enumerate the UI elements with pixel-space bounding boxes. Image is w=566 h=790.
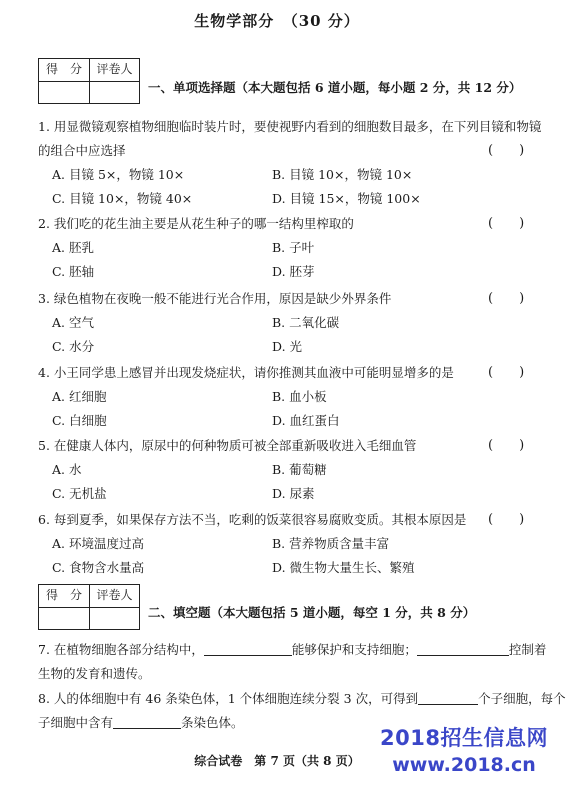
watermark-title: 2018招生信息网 <box>380 726 548 750</box>
question-2-option-a: A. 胚乳 <box>52 240 94 255</box>
question-1-option-c: C. 目镜 10×，物镜 40× <box>52 191 193 206</box>
question-6-option-c: C. 食物含水量高 <box>52 560 145 575</box>
answer-blank[interactable] <box>418 690 478 705</box>
section1-heading: 一、单项选择题（本大题包括 6 道小题，每小题 2 分，共 12 分） <box>148 80 522 95</box>
question-3-option-c: C. 水分 <box>52 339 95 354</box>
page-footer: 综合试卷 第 7 页（共 8 页） <box>194 754 360 768</box>
score-box-section1 <box>38 58 140 104</box>
question-1-option-a: A. 目镜 5×，物镜 10× <box>52 167 185 182</box>
question-5-option-d: D. 尿素 <box>272 486 315 501</box>
question-6-option-b: B. 营养物质含量丰富 <box>272 536 390 551</box>
question-4-stem: 4. 小王同学患上感冒并出现发烧症状，请你推测其血液中可能明显增多的是 <box>38 365 454 380</box>
question-1-stem-cont: 的组合中应选择 <box>38 143 126 158</box>
question-5-option-a: A. 水 <box>52 462 82 477</box>
question-5-stem: 5. 在健康人体内，原尿中的何种物质可被全部重新吸收进入毛细血管 <box>38 438 417 453</box>
answer-paren-5: ( ) <box>488 438 525 453</box>
answer-paren-6: ( ) <box>488 512 525 527</box>
question-8-line1 <box>38 690 566 708</box>
question-1-option-d: D. 目镜 15×，物镜 100× <box>272 191 421 206</box>
score-label: 得 分 <box>45 588 82 602</box>
question-3-option-b: B. 二氧化碳 <box>272 315 340 330</box>
answer-paren-1: ( ) <box>488 143 525 158</box>
question-8-text-a: 8. 人的体细胞中有 46 条染色体，1 个体细胞连续分裂 3 次，可得到 <box>38 691 419 706</box>
question-6-stem: 6. 每到夏季，如果保存方法不当，吃剩的饭菜很容易腐败变质。其根本原因是 <box>38 512 467 527</box>
question-2-stem: 2. 我们吃的花生油主要是从花生种子的哪一结构里榨取的 <box>38 216 354 231</box>
answer-blank[interactable] <box>204 641 292 656</box>
question-8-text-b: 个子细胞，每个 <box>478 691 566 706</box>
question-4-option-c: C. 白细胞 <box>52 413 107 428</box>
question-7-text-b: 能够保护和支持细胞； <box>291 642 417 657</box>
answer-paren-4: ( ) <box>488 365 525 380</box>
answer-blank[interactable] <box>417 641 509 656</box>
question-8-text-c: 子细胞中含有 <box>38 715 114 730</box>
score-box-section2 <box>38 584 140 630</box>
answer-blank[interactable] <box>113 714 181 729</box>
question-8-text-d: 条染色体。 <box>181 715 244 730</box>
question-3-stem: 3. 绿色植物在夜晚一般不能进行光合作用，原因是缺少外界条件 <box>38 291 392 306</box>
question-6-option-d: D. 微生物大量生长、繁殖 <box>272 560 415 575</box>
question-4-option-b: B. 血小板 <box>272 389 327 404</box>
question-7-text-a: 7. 在植物细胞各部分结构中， <box>38 642 204 657</box>
score-cell <box>39 82 89 104</box>
question-4-option-d: D. 血红蛋白 <box>272 413 340 428</box>
answer-paren-3: ( ) <box>488 291 525 306</box>
question-2-option-b: B. 子叶 <box>272 240 315 255</box>
grader-label: 评卷人 <box>89 59 139 81</box>
question-8-line2 <box>38 714 244 732</box>
question-1-stem: 1. 用显微镜观察植物细胞临时装片时，要使视野内看到的细胞数目最多，在下列目镜和物镜 <box>38 119 542 134</box>
question-5-option-b: B. 葡萄糖 <box>272 462 327 477</box>
section2-heading: 二、填空题（本大题包括 5 道小题，每空 1 分，共 8 分） <box>148 605 476 620</box>
grader-cell <box>89 82 139 104</box>
question-6-option-a: A. 环境温度过高 <box>52 536 144 551</box>
question-2-option-d: D. 胚芽 <box>272 264 315 279</box>
question-1-option-b: B. 目镜 10×，物镜 10× <box>272 167 413 182</box>
question-7-line1 <box>38 641 546 659</box>
grader-label: 评卷人 <box>89 585 139 607</box>
score-cell <box>39 608 89 630</box>
watermark-url: www.2018.cn <box>392 754 536 776</box>
answer-paren-2: ( ) <box>488 216 525 231</box>
question-7-text-d: 生物的发育和遗传。 <box>38 666 151 681</box>
page-title: 生物学部分 （30 分） <box>194 12 360 30</box>
question-4-option-a: A. 红细胞 <box>52 389 107 404</box>
question-2-option-c: C. 胚轴 <box>52 264 95 279</box>
question-5-option-c: C. 无机盐 <box>52 486 107 501</box>
question-3-option-d: D. 光 <box>272 339 303 354</box>
question-3-option-a: A. 空气 <box>52 315 94 330</box>
grader-cell <box>89 608 139 630</box>
question-7-text-c: 控制着 <box>508 642 547 657</box>
score-label: 得 分 <box>45 62 82 76</box>
site-watermark <box>380 722 548 776</box>
